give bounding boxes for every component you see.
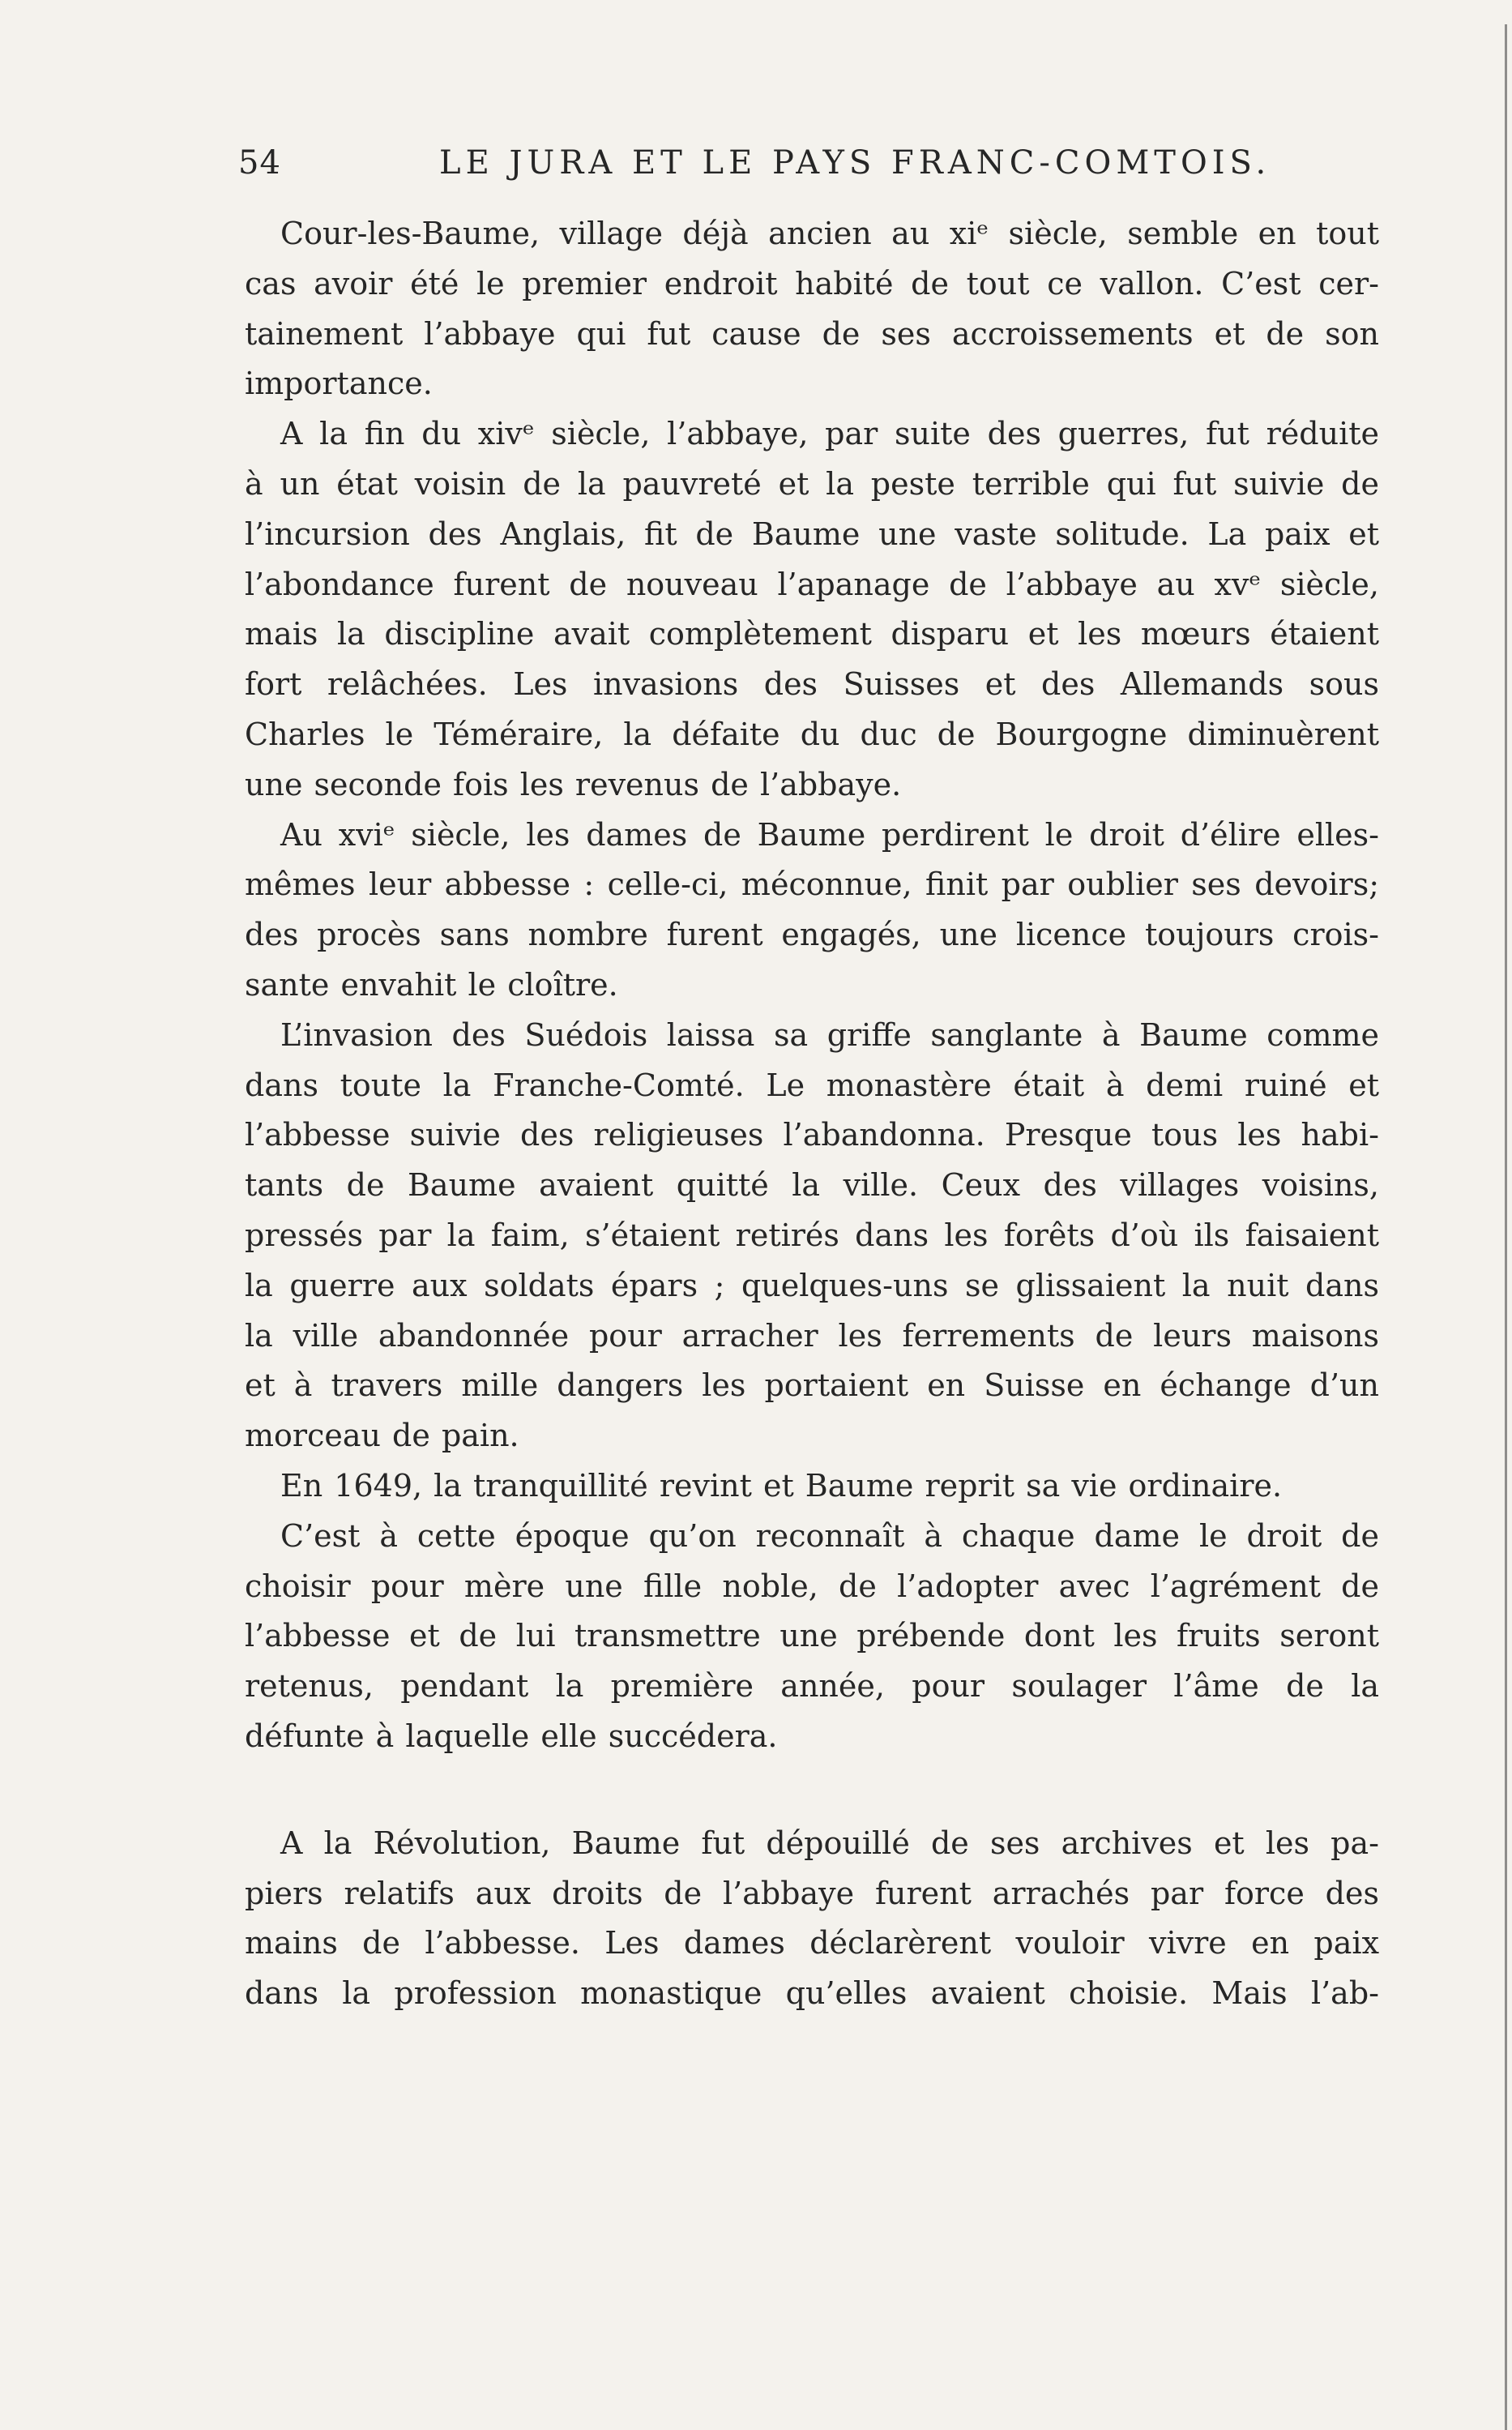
paragraph xyxy=(245,1512,1379,1762)
text-line: A la fin du xivᵉ siècle, l’abbaye, par suite des guerres, fut réduite xyxy=(280,416,1379,452)
text-line: A la Révolution, Baume fut dépouillé de ses archives et les pa- xyxy=(280,1825,1379,1861)
body-text xyxy=(245,209,1379,2019)
text-line: tainement l’abbaye qui fut cause de ses accroissements et de son xyxy=(245,315,1379,352)
paragraph xyxy=(245,1819,1379,2019)
text-line: dans la profession monastique qu’elles avaient choisie. Mais l’ab- xyxy=(245,1975,1379,2012)
text-line: piers relatifs aux droits de l’abbaye furent arrachés par force des xyxy=(245,1875,1379,1911)
text-line: l’abbesse suivie des religieuses l’abandonna. Presque tous les habi- xyxy=(245,1117,1379,1153)
running-title: LE JURA ET LE PAYS FRANC-COMTOIS. xyxy=(439,144,1271,182)
text-line: à un état voisin de la pauvreté et la peste terrible qui fut suivie de xyxy=(245,465,1379,502)
text-line: la guerre aux soldats épars ; quelques-uns se glissaient la nuit dans xyxy=(245,1267,1379,1303)
text-line: tants de Baume avaient quitté la ville. Ceux des villages voisins, xyxy=(245,1167,1379,1204)
text-line: défunte à laquelle elle succédera. xyxy=(245,1718,778,1754)
text-line: Cour-les-Baume, village déjà ancien au xiᵉ siècle, semble en tout xyxy=(280,216,1379,251)
text-line: mais la discipline avait complètement disparu et les mœurs étaient xyxy=(245,616,1379,652)
paragraph xyxy=(245,1461,1379,1512)
text-line: importance. xyxy=(245,366,433,402)
text-line: l’abondance furent de nouveau l’apanage de l’abbaye au xvᵉ siècle, xyxy=(245,566,1379,602)
page-number: 54 xyxy=(238,144,281,182)
running-header xyxy=(238,144,1382,193)
text-line: l’abbesse et de lui transmettre une prébende dont les fruits seront xyxy=(245,1618,1379,1654)
text-line: sante envahit le cloître. xyxy=(245,966,618,1003)
text-line: cas avoir été le premier endroit habité de tout ce vallon. C’est cer- xyxy=(245,265,1379,302)
text-line: la ville abandonnée pour arracher les ferrements de leurs maisons xyxy=(245,1317,1379,1354)
text-line: L’invasion des Suédois laissa sa griffe sanglante à Baume comme xyxy=(280,1016,1379,1053)
text-line: choisir pour mère une fille noble, de l’adopter avec l’agrément de xyxy=(245,1568,1379,1604)
text-line: C’est à cette époque qu’on reconnaît à chaque dame le droit de xyxy=(280,1517,1379,1554)
paragraph xyxy=(245,209,1379,409)
paragraph xyxy=(245,409,1379,810)
paragraph xyxy=(245,1011,1379,1461)
text-line: En 1649, la tranquillité revint et Baume reprit sa vie ordinaire. xyxy=(280,1467,1283,1504)
text-line: des procès sans nombre furent engagés, une licence toujours crois- xyxy=(245,917,1379,953)
section-gap xyxy=(245,1762,1379,1819)
text-line: pressés par la faim, s’étaient retirés dans les forêts d’où ils faisaient xyxy=(245,1217,1379,1253)
text-line: dans toute la Franche-Comté. Le monastère était à demi ruiné et xyxy=(245,1067,1379,1103)
text-line: fort relâchées. Les invasions des Suisses et des Allemands sous xyxy=(245,666,1379,703)
text-line: l’incursion des Anglais, fit de Baume une vaste solitude. La paix et xyxy=(245,516,1379,552)
text-line: Charles le Téméraire, la défaite du duc de Bourgogne diminuèrent xyxy=(245,716,1379,752)
text-line: une seconde fois les revenus de l’abbaye. xyxy=(245,766,902,802)
text-line: retenus, pendant la première année, pour soulager l’âme de la xyxy=(245,1668,1379,1705)
text-line: Au xviᵉ siècle, les dames de Baume perdirent le droit d’élire elles- xyxy=(280,816,1379,853)
text-line: morceau de pain. xyxy=(245,1418,519,1454)
paragraph xyxy=(245,811,1379,1011)
text-line: et à travers mille dangers les portaient en Suisse en échange d’un xyxy=(245,1367,1379,1404)
page-edge-rule xyxy=(1505,24,1507,2430)
text-line: mêmes leur abbesse : celle-ci, méconnue, finit par oublier ses devoirs; xyxy=(245,866,1379,903)
text-line: mains de l’abbesse. Les dames déclarèrent vouloir vivre en paix xyxy=(245,1925,1379,1962)
